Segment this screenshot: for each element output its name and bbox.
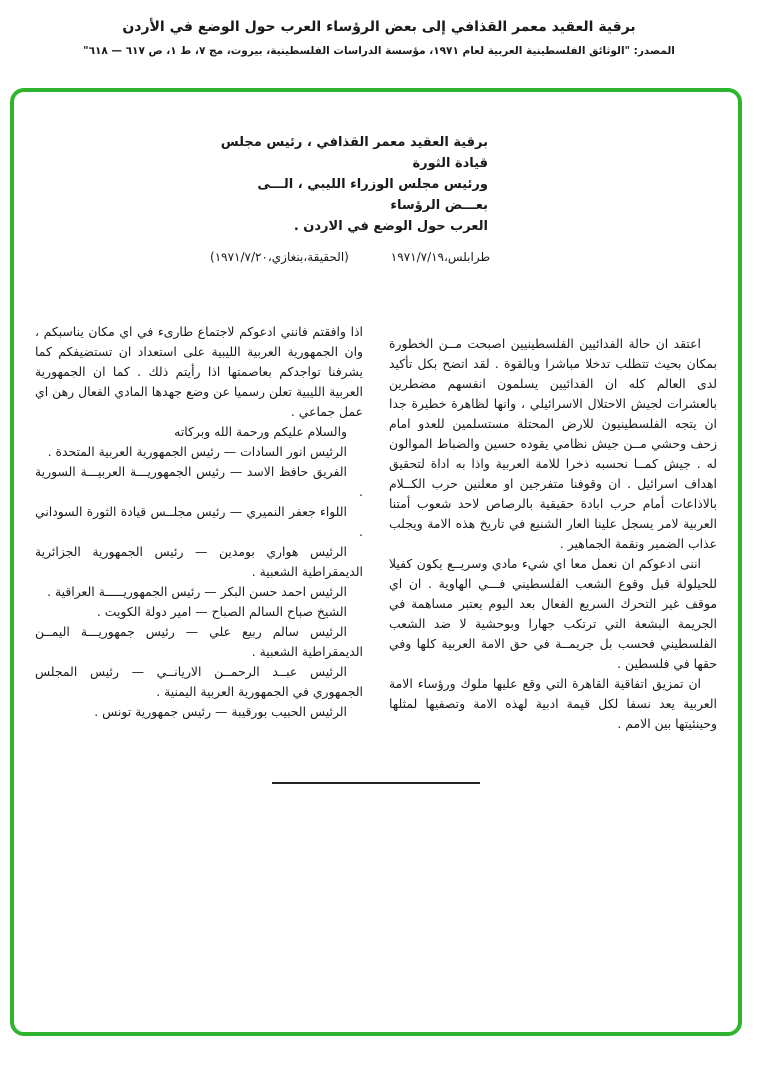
recipient-item: الرئيس عبــد الرحمــن الاريانــي — رئيس المجلس الجمهوري في الجمهورية العربية اليمنية . (35, 664, 363, 699)
recipient-item: الرئيس سالم ربيع علي — رئيس جمهوريـــة اليمــن الديمقراطية الشعبية . (35, 624, 363, 659)
source-line: المصدر: "الوثائق الفلسطينية العربية لعام ١٩٧١، مؤسسة الدراسات الفلسطينية، بيروت، مج ٧، ط ١، ص ٦١٧ — ٦١٨" (83, 45, 675, 57)
recipient-item: الشيخ صباح السالم الصباح — امير دولة الكويت . (96, 604, 347, 619)
document-frame (10, 88, 742, 1036)
recipient-item: الرئيس الحبيب بورقيبة — رئيس جمهورية تونس . (94, 704, 347, 719)
heading-line-2: ورئيس مجلس الوزراء الليبي ، الـــى بعـــض الرؤساء (257, 177, 488, 213)
dateline-publication: (الحقيقة،بنغازي،١٩٧١/٧/٢٠) (210, 250, 349, 264)
dateline-place-date: طرابلس،١٩٧١/٧/١٩ (390, 250, 490, 264)
paragraph-right-2: اننى ادعوكم ان نعمل معا اي شيء مادي وسريــع يكون كفيلا للحيلولة قبل وقوع الشعب الفلسطيني فـــي الهاوية . ان اي موقف غير التحرك السريع الفعال بعد اليوم يعتبر مساهمة في الجريمة البشعة التي ترتكب جهارا وبوحشية لا ضد الشعب الفلسطيني فحسب بل جريمــة في حق الامة العربية كلها وفي حقها في فلسطين . (389, 556, 717, 671)
column-right (389, 322, 717, 734)
end-divider (272, 782, 480, 784)
paragraph-left-salutation: والسلام عليكم ورحمة الله وبركاته (174, 424, 347, 439)
telegram-heading (214, 132, 488, 237)
telegram-body (35, 322, 717, 734)
recipient-item: الرئيس انور السادات — رئيس الجمهورية العربية المتحدة . (47, 444, 347, 459)
paragraph-right-3: ان تمزيق اتفاقية القاهرة التي وقع عليها ملوك ورؤساء الامة العربية يعد نسفا لكل قيمة ادبية لهذه الامة وتصفيها لمثلها وحينئيتها بين الامم . (389, 676, 717, 731)
heading-line-1: برقية العقيد معمر القذافي ، رئيس مجلس قيادة الثورة (220, 135, 488, 171)
recipient-item: الرئيس احمد حسن البكر — رئيس الجمهوريـــــة العراقية . (47, 584, 347, 599)
recipient-item: الفريق حافظ الاسد — رئيس الجمهوريـــة العربيـــة السورية . (35, 464, 363, 499)
paragraph-left-intro: اذا وافقتم فانني ادعوكم لاجتماع طارىء في اي مكان يناسبكم ، وان الجمهورية العربية الليبية على استعداد ان تستضيفكم كما يشرفنا تواجدكم بعاصمتها اذا رأيتم ذلك . كما ان الجمهورية العربية الليبية تعلن رسميا عن وضع جهدها المادي الفعال رهن اي عمل جماعي . (35, 324, 363, 419)
paragraph-right-1: اعتقد ان حالة الفدائيين الفلسطينيين اصبحت مــن الخطورة بمكان بحيث تتطلب تدخلا مباشرا وبالقوة . لقد اتضح بكل تأكيد لدى العالم كله ان الفدائيين يسلمون انفسهم مضطرين بالعشرات لجيش الاحتلال الاسرائيلي ، وانها لظاهرة خطيرة جدا ان يتجه الفلسطينيون للارض المحتلة مستسلمين للعدو امام زحف وحشي مــن جيش نظامي يقوده حسين والضباط الموالون له . جيش كمــا نحسبه ذخرا للامة العربية واذا به اداة لتحقيق اهداف اسرائيل . ان وقوفنا متفرجين او معلنين حرب الكــلام بالاذاعات أمام حرب ابادة حقيقية بالرصاص لاحد شعوب أمتنا العربية لامر يسجل علينا العار الشنيع في تاريخ هذه الامة ويجلب عذاب الضمير ونقمة الجماهير . (389, 336, 717, 551)
dateline (210, 250, 490, 264)
recipient-item: اللواء جعفر النميري — رئيس مجلــس قيادة الثورة السوداني . (35, 504, 363, 539)
page-title: برقية العقيد معمر القذافي إلى بعض الرؤساء العرب حول الوضع في الأردن (122, 19, 636, 35)
column-left (35, 322, 363, 734)
heading-line-3: العرب حول الوضع في الاردن . (293, 219, 488, 234)
recipient-item: الرئيس هواري بومدين — رئيس الجمهورية الجزائرية الديمقراطية الشعبية . (35, 544, 363, 579)
